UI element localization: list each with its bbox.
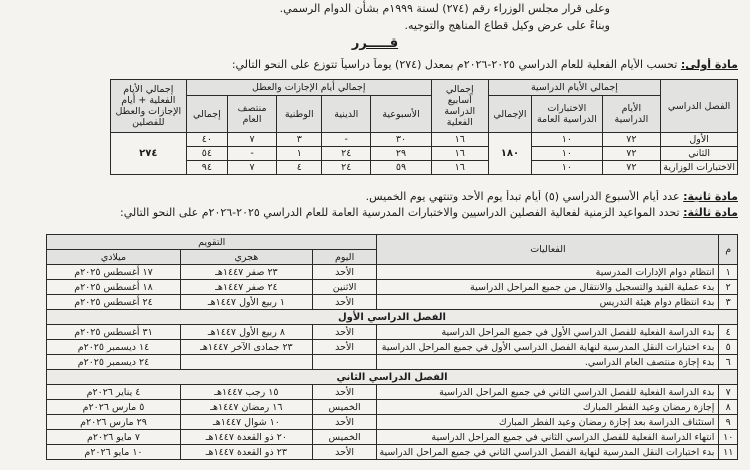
header-weeks: إجمالي أسابيع الدراسة الفعلية — [431, 80, 488, 133]
table-row — [47, 445, 738, 460]
cell-grand-total: ٢٧٤ — [111, 133, 187, 175]
cell-activity: بدء الدراسة الفعلية للفصل الدراسي الثاني في جميع المراحل الدراسية — [377, 385, 719, 400]
cell-gregorian: ١٨ أغسطس ٢٠٢٥م — [47, 280, 181, 295]
header-study-days-group: إجمالي الأيام الدراسية — [488, 80, 661, 96]
cell-total-days: ١٨٠ — [488, 133, 532, 175]
preamble-line-1: وعلى قرار مجلس الوزراء رقم (٢٧٤) لسنة ١٩٩٩م بشأن الدوام الرسمي. — [279, 2, 610, 15]
table-row — [47, 265, 738, 280]
article-2 — [18, 190, 738, 204]
cell-hijri — [180, 355, 312, 370]
header-mid-year: منتصف العام — [228, 96, 277, 133]
cell-num: ١ — [719, 265, 738, 280]
cell-num: ١١ — [719, 445, 738, 460]
cell-study-days: ٧٢ — [602, 161, 661, 175]
cell-weeks: ١٦ — [431, 147, 488, 161]
header-study-days: الأيام الدراسية — [602, 96, 661, 133]
preamble — [90, 0, 610, 34]
article-1 — [18, 58, 738, 72]
header-grand-total: إجمالي الأيام الفعلية + أيام الإجازات والعطل للفصلين — [111, 80, 187, 133]
cell-activity: بدء إجازة منتصف العام الدراسي. — [377, 355, 719, 370]
header-exams: الاختبارات الدراسية العامة — [532, 96, 602, 133]
cell-day: الأحد — [312, 385, 377, 400]
cell-day: الأحد — [312, 265, 377, 280]
section-1-title: الفصل الدراسي الأول — [47, 310, 738, 325]
cell-hijri: ١٦ رمضان ١٤٤٧هـ — [180, 400, 312, 415]
cell-gregorian: ٢٤ أغسطس ٢٠٢٥م — [47, 295, 181, 310]
table-row — [47, 400, 738, 415]
cell-religious: ٢٤ — [322, 147, 371, 161]
header-activities: الفعاليات — [377, 235, 719, 265]
cell-hijri: ٢٣ جمادى الآخر ١٤٤٧هـ — [180, 340, 312, 355]
cell-num: ٤ — [719, 325, 738, 340]
cell-weekly: ٣٠ — [371, 133, 432, 147]
table-row — [47, 280, 738, 295]
cell-hijri: ٢٠ ذو القعدة ١٤٤٧هـ — [180, 430, 312, 445]
cell-num: ٦ — [719, 355, 738, 370]
article-1-label: مادة أولى: — [680, 58, 738, 71]
cell-hijri: ٢٣ ذو القعدة ١٤٤٧هـ — [180, 445, 312, 460]
cell-activity: انتهاء الدراسة الفعلية للفصل الدراسي الثاني في جميع المراحل الدراسية — [377, 430, 719, 445]
cell-gregorian: ١٤ ديسمبر ٢٠٢٥م — [47, 340, 181, 355]
cell-gregorian: ١٧ أغسطس ٢٠٢٥م — [47, 265, 181, 280]
cell-national: ٣ — [277, 133, 322, 147]
cell-gregorian: ٥ مارس ٢٠٢٦م — [47, 400, 181, 415]
cell-gregorian: ٣١ أغسطس ٢٠٢٥م — [47, 325, 181, 340]
table-row — [111, 161, 738, 175]
section-2-title: الفصل الدراسي الثاني — [47, 370, 738, 385]
header-gregorian: ميلادي — [47, 250, 181, 265]
cell-day: الأحد — [312, 325, 377, 340]
cell-semester: الثاني — [661, 147, 738, 161]
cell-num: ٧ — [719, 385, 738, 400]
cell-num: ٨ — [719, 400, 738, 415]
cell-religious: ٢٤ — [322, 161, 371, 175]
cell-holidays-total: ٤٠ — [186, 133, 227, 147]
cell-day — [312, 355, 377, 370]
cell-weekly: ٢٩ — [371, 147, 432, 161]
cell-num: ٢ — [719, 280, 738, 295]
schedule-table — [46, 234, 738, 460]
cell-religious: - — [322, 133, 371, 147]
table-row — [47, 325, 738, 340]
cell-day: الخميس — [312, 430, 377, 445]
cell-activity: استئناف الدراسة بعد إجازة رمضان وعيد الفطر المبارك — [377, 415, 719, 430]
cell-gregorian: ٢٩ مارس ٢٠٢٦م — [47, 415, 181, 430]
article-1-text: تحسب الأيام الفعلية للعام الدراسي ٢٠٢٥-٢٠٢٦م بمعدل (٢٧٤) يوماً دراسياً تتوزع على النحو التالي: — [231, 58, 678, 71]
cell-day: الأحد — [312, 295, 377, 310]
header-semester: الفصل الدراسي — [661, 80, 738, 133]
header-calendar: التقويم — [47, 235, 377, 250]
cell-activity: انتظام دوام الإدارات المدرسية — [377, 265, 719, 280]
header-national: الوطنية — [277, 96, 322, 133]
cell-study-days: ٧٢ — [602, 133, 661, 147]
cell-semester: الأول — [661, 133, 738, 147]
cell-holidays-total: ٩٤ — [186, 161, 227, 175]
header-holidays-total: إجمالي — [186, 96, 227, 133]
article-2-label: مادة ثانية: — [683, 190, 738, 203]
table-row — [47, 295, 738, 310]
cell-mid-year: ٧ — [228, 161, 277, 175]
cell-exams: ١٠ — [532, 147, 602, 161]
section-header-row — [47, 370, 738, 385]
decision-title: قـــــرر — [351, 36, 399, 51]
cell-num: ٣ — [719, 295, 738, 310]
table-row — [47, 415, 738, 430]
cell-hijri: ٢٣ صفر ١٤٤٧هـ — [180, 265, 312, 280]
cell-activity: بدء انتظام دوام هيئة التدريس — [377, 295, 719, 310]
cell-exams: ١٠ — [532, 133, 602, 147]
school-days-table — [110, 79, 738, 175]
header-hijri: هجري — [180, 250, 312, 265]
cell-weeks: ١٦ — [431, 133, 488, 147]
header-holidays-group: إجمالي أيام الإجازات والعطل — [186, 80, 431, 96]
cell-day: الاثنين — [312, 280, 377, 295]
table-row — [47, 430, 738, 445]
cell-mid-year: ٧ — [228, 133, 277, 147]
cell-holidays-total: ٥٤ — [186, 147, 227, 161]
cell-day: الخميس — [312, 400, 377, 415]
article-3-label: مادة ثالثة: — [683, 206, 738, 219]
table-row — [47, 340, 738, 355]
cell-day: الأحد — [312, 340, 377, 355]
header-total: الإجمالي — [488, 96, 532, 133]
table-row — [111, 133, 738, 147]
cell-activity: بدء اختبارات النقل المدرسية لنهاية الفصل الدراسي الثاني في جميع المراحل الدراسية — [377, 445, 719, 460]
cell-national: ١ — [277, 147, 322, 161]
cell-mid-year: - — [228, 147, 277, 161]
cell-num: ٩ — [719, 415, 738, 430]
article-3-text: تحدد المواعيد الزمنية لفعالية الفصلين الدراسيين والاختبارات المدرسية العامة للعام الدراسي ٢٠٢٥-٢٠٢٦م على النحو التالي: — [120, 206, 680, 219]
header-religious: الدينية — [322, 96, 371, 133]
header-weekly: الأسبوعية — [371, 96, 432, 133]
table-row — [47, 385, 738, 400]
cell-activity: بدء عملية القيد والتسجيل والانتقال من جميع المراحل الدراسية — [377, 280, 719, 295]
cell-day: الأحد — [312, 415, 377, 430]
section-header-row — [47, 310, 738, 325]
cell-hijri: ١ ربيع الأول ١٤٤٧هـ — [180, 295, 312, 310]
cell-activity: بدء الدراسة الفعلية للفصل الدراسي الأول في جميع المراحل الدراسية — [377, 325, 719, 340]
table-row — [111, 147, 738, 161]
cell-hijri: ١٠ شوال ١٤٤٧هـ — [180, 415, 312, 430]
cell-num: ٥ — [719, 340, 738, 355]
cell-gregorian: ٢٤ ديسمبر ٢٠٢٥م — [47, 355, 181, 370]
cell-exams: ١٠ — [532, 161, 602, 175]
article-3 — [18, 206, 738, 220]
cell-hijri: ٨ ربيع الأول ١٤٤٧هـ — [180, 325, 312, 340]
cell-day: الأحد — [312, 445, 377, 460]
cell-hijri: ١٥ رجب ١٤٤٧هـ — [180, 385, 312, 400]
cell-national: ٤ — [277, 161, 322, 175]
cell-num: ١٠ — [719, 430, 738, 445]
header-day: اليوم — [312, 250, 377, 265]
cell-gregorian: ٤ يناير ٢٠٢٦م — [47, 385, 181, 400]
cell-activity: إجازة رمضان وعيد الفطر المبارك — [377, 400, 719, 415]
table-row — [47, 355, 738, 370]
preamble-line-2: وبناءً على عرض وكيل قطاع المناهج والتوجيه. — [404, 19, 610, 32]
cell-weeks: ١٦ — [431, 161, 488, 175]
cell-weekly: ٥٩ — [371, 161, 432, 175]
article-2-text: عدد أيام الأسبوع الدراسي (٥) أيام تبدأ يوم الأحد وتنتهي يوم الخميس. — [365, 190, 680, 203]
cell-hijri: ٢٤ صفر ١٤٤٧هـ — [180, 280, 312, 295]
cell-activity: بدء اختبارات النقل المدرسية لنهاية الفصل الدراسي الأول في جميع المراحل الدراسية — [377, 340, 719, 355]
cell-semester: الاختبارات الوزارية — [661, 161, 738, 175]
header-num: م — [719, 235, 738, 265]
cell-gregorian: ٧ مايو ٢٠٢٦م — [47, 430, 181, 445]
cell-study-days: ٧٢ — [602, 147, 661, 161]
cell-gregorian: ١٠ مايو ٢٠٢٦م — [47, 445, 181, 460]
